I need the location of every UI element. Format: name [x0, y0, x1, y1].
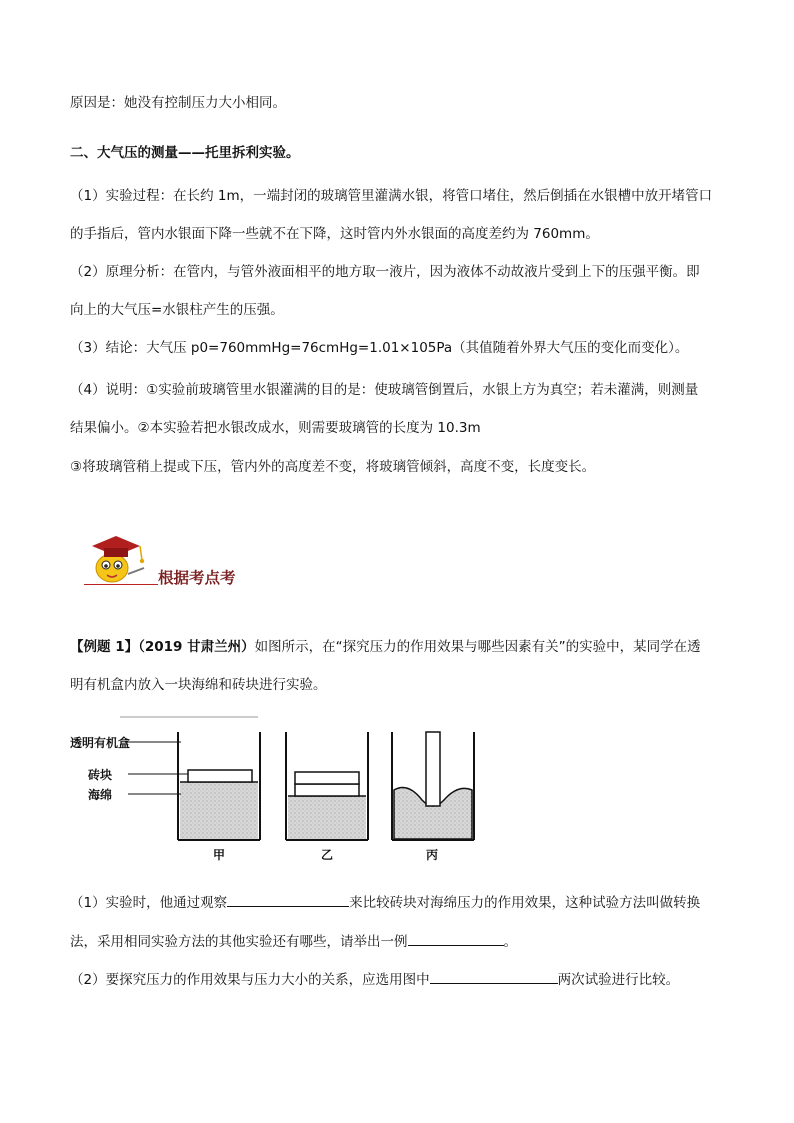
example-label: 【例题 1】	[70, 639, 139, 655]
label-brick: 砖块	[88, 768, 113, 782]
step1-line2: 的手指后，管内水银面下降一些就不在下降，这时管内外水银面的高度差约为 760mm。	[70, 226, 599, 242]
step2-line2: 向上的大气压=水银柱产生的压强。	[70, 302, 284, 318]
badge-title: 根据考点考	[158, 568, 236, 587]
badge-underline	[84, 584, 158, 585]
caption-bing: 丙	[426, 848, 439, 862]
reason-text: 原因是：她没有控制压力大小相同。	[70, 95, 286, 111]
step2-line1: （2）原理分析：在管内，与管外液面相平的地方取一液片，因为液体不动故液片受到上下的压强平衡。即	[70, 264, 700, 280]
q1-line2	[70, 931, 730, 952]
example-paragraph	[70, 637, 730, 695]
example-line2: 明有机盒内放入一块海绵和砖块进行实验。	[70, 677, 327, 693]
caption-jia: 甲	[213, 848, 226, 862]
q1-text-d: 。	[503, 934, 517, 950]
q1-blank-2[interactable]	[408, 931, 504, 946]
setup-yi	[286, 732, 368, 840]
step3-text: （3）结论：大气压 p0=760mmHg=76cmHg=1.01×105Pa（其值随着外界大气压的变化而变化）。	[70, 340, 689, 356]
step4-paragraph	[70, 380, 730, 438]
setup-jia	[125, 732, 260, 840]
q2-blank[interactable]	[430, 969, 558, 984]
setup-bing	[392, 732, 474, 840]
step4-line3: ③将玻璃管稍上提或下压，管内外的高度差不变，将玻璃管倾斜，高度不变，长度变长。	[70, 459, 596, 475]
example-source: （2019 甘肃兰州）	[138, 639, 255, 655]
q2-text-b: 两次试验进行比较。	[557, 972, 680, 988]
experiment-figure	[70, 712, 490, 862]
q1-text-c: 法，采用相同实验方法的其他实验还有哪些，请举出一例	[70, 934, 408, 950]
graduation-cap-mascot-icon	[78, 528, 156, 586]
q1-text-a: （1）实验时，他通过观察	[70, 895, 228, 911]
label-sponge: 海绵	[88, 788, 113, 802]
question2	[70, 969, 730, 990]
question1	[70, 892, 730, 952]
example-line1: 如图所示，在“探究压力的作用效果与哪些因素有关”的实验中，某同学在透	[254, 639, 701, 655]
step4-line2: 结果偏小。②本实验若把水银改成水，则需要玻璃管的长度为 10.3m	[70, 420, 481, 436]
step1-paragraph	[70, 186, 730, 244]
label-box: 透明有机盒	[70, 736, 131, 750]
q2-text-a: （2）要探究压力的作用效果与压力大小的关系，应选用图中	[70, 972, 430, 988]
step2-paragraph	[70, 262, 730, 320]
caption-yi: 乙	[321, 848, 334, 862]
step1-line1: （1）实验过程：在长约 1m，一端封闭的玻璃管里灌满水银，将管口堵住，然后倒插在水银槽中放开堵管口	[70, 188, 713, 204]
section-title: 二、大气压的测量——托里拆利实验。	[70, 145, 300, 161]
q1-text-b: 来比较砖块对海绵压力的作用效果，这种试验方法叫做转换	[349, 895, 701, 911]
step4-line1: （4）说明：①实验前玻璃管里水银灌满的目的是：使玻璃管倒置后，水银上方为真空；若未灌满，则测量	[70, 382, 699, 398]
q1-blank-1[interactable]	[227, 892, 349, 907]
mascot-badge	[78, 528, 156, 586]
